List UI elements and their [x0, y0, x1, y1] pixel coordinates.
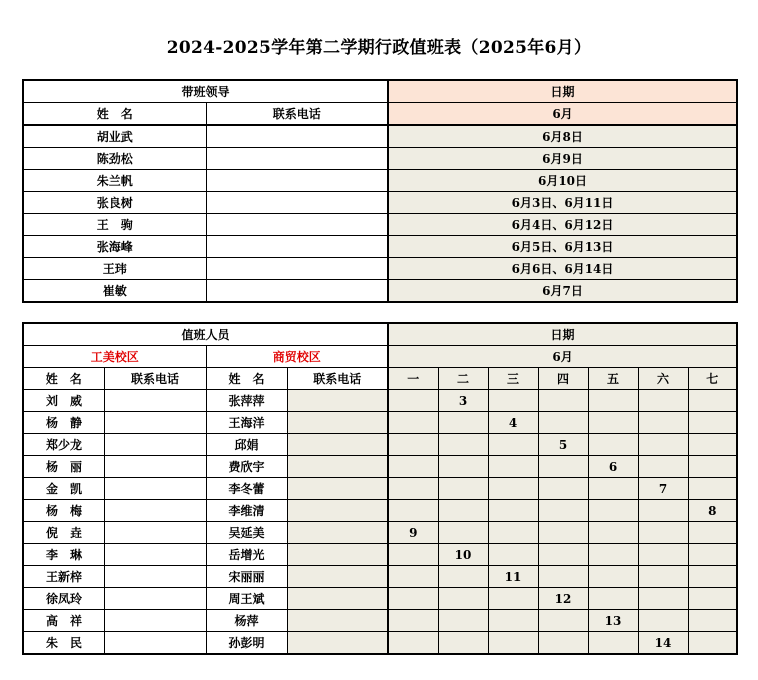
- day-cell: [488, 522, 538, 544]
- day-cell: [538, 456, 588, 478]
- staff-name-gongmei: 郑少龙: [23, 434, 104, 456]
- leader-date: 6月4日、6月12日: [388, 214, 737, 236]
- staff-name-shangmao: 李维清: [206, 500, 287, 522]
- leader-date: 6月7日: [388, 280, 737, 303]
- weekday-header: 四: [538, 368, 588, 390]
- day-cell: [538, 566, 588, 588]
- table-row: [23, 610, 737, 632]
- staff-table: [22, 322, 738, 655]
- staff-name-shangmao: 邱娟: [206, 434, 287, 456]
- staff-phone-shangmao: [287, 412, 388, 434]
- day-cell: [588, 522, 638, 544]
- day-cell: [488, 500, 538, 522]
- table-row: [23, 258, 737, 280]
- staff-name-shangmao: 岳增光: [206, 544, 287, 566]
- table-row: [23, 125, 737, 148]
- day-cell: [388, 456, 438, 478]
- day-cell: [438, 632, 488, 655]
- table-row: [23, 170, 737, 192]
- staff-name-shangmao: 张萍萍: [206, 390, 287, 412]
- weekday-header: 二: [438, 368, 488, 390]
- weekday-header: 一: [388, 368, 438, 390]
- staff-name-gongmei: 朱 民: [23, 632, 104, 655]
- day-cell: 10: [438, 544, 488, 566]
- day-cell: [488, 478, 538, 500]
- staff-phone-shangmao: [287, 456, 388, 478]
- day-cell: [638, 434, 688, 456]
- table-row: [23, 390, 737, 412]
- leader-phone: [206, 258, 388, 280]
- day-cell: 14: [638, 632, 688, 655]
- table-row: [23, 522, 737, 544]
- leaders-col-name: 姓 名: [23, 103, 206, 126]
- staff-name-gongmei: 徐凤玲: [23, 588, 104, 610]
- weekday-header: 七: [688, 368, 737, 390]
- leader-date: 6月10日: [388, 170, 737, 192]
- day-cell: 7: [638, 478, 688, 500]
- day-cell: [588, 500, 638, 522]
- staff-name-shangmao: 周王斌: [206, 588, 287, 610]
- leader-name: 张海峰: [23, 236, 206, 258]
- leader-name: 王 驹: [23, 214, 206, 236]
- day-cell: 12: [538, 588, 588, 610]
- staff-month: 6月: [388, 346, 737, 368]
- day-cell: [438, 478, 488, 500]
- day-cell: [538, 478, 588, 500]
- table-row: [23, 500, 737, 522]
- leader-phone: [206, 170, 388, 192]
- table-row: [23, 456, 737, 478]
- staff-phone-gongmei: [104, 544, 206, 566]
- staff-name-shangmao: 杨萍: [206, 610, 287, 632]
- staff-phone-gongmei: [104, 522, 206, 544]
- day-cell: [588, 566, 638, 588]
- day-cell: [538, 610, 588, 632]
- leader-name: 王玮: [23, 258, 206, 280]
- day-cell: [638, 566, 688, 588]
- day-cell: [638, 412, 688, 434]
- day-cell: [538, 390, 588, 412]
- table-row: [23, 280, 737, 303]
- day-cell: [688, 412, 737, 434]
- leader-phone: [206, 148, 388, 170]
- table-row: [23, 148, 737, 170]
- table-row: [23, 566, 737, 588]
- leader-name: 朱兰帆: [23, 170, 206, 192]
- table-row: [23, 544, 737, 566]
- table-row: [23, 632, 737, 655]
- day-cell: [688, 588, 737, 610]
- day-cell: [588, 544, 638, 566]
- day-cell: [638, 544, 688, 566]
- staff-name-gongmei: 刘 威: [23, 390, 104, 412]
- staff-phone-gongmei: [104, 500, 206, 522]
- day-cell: [438, 434, 488, 456]
- day-cell: [588, 632, 638, 655]
- day-cell: [638, 588, 688, 610]
- leader-date: 6月6日、6月14日: [388, 258, 737, 280]
- leaders-date-header: 日期: [388, 80, 737, 103]
- day-cell: 9: [388, 522, 438, 544]
- day-cell: [538, 522, 588, 544]
- staff-header: 值班人员: [23, 323, 388, 346]
- staff-phone-gongmei: [104, 478, 206, 500]
- staff-name-gongmei: 李 琳: [23, 544, 104, 566]
- page-title: 2024-2025学年第二学期行政值班表（2025年6月）: [166, 38, 592, 58]
- day-cell: [388, 610, 438, 632]
- table-row: [23, 434, 737, 456]
- staff-name-gongmei: 高 祥: [23, 610, 104, 632]
- staff-phone-gongmei: [104, 610, 206, 632]
- weekday-header: 三: [488, 368, 538, 390]
- staff-phone-shangmao: [287, 588, 388, 610]
- leaders-month: 6月: [388, 103, 737, 126]
- staff-phone-shangmao: [287, 522, 388, 544]
- table-row: [23, 588, 737, 610]
- staff-date-header: 日期: [388, 323, 737, 346]
- staff-phone-gongmei: [104, 434, 206, 456]
- day-cell: [438, 412, 488, 434]
- day-cell: [488, 434, 538, 456]
- leaders-header: 带班领导: [23, 80, 388, 103]
- day-cell: [538, 632, 588, 655]
- staff-name-gongmei: 倪 垚: [23, 522, 104, 544]
- staff-name-shangmao: 费欣宇: [206, 456, 287, 478]
- table-row: [23, 478, 737, 500]
- leader-name: 张良树: [23, 192, 206, 214]
- day-cell: [688, 434, 737, 456]
- campus-shangmao: 商贸校区: [206, 346, 388, 368]
- day-cell: [388, 500, 438, 522]
- day-cell: 6: [588, 456, 638, 478]
- day-cell: [688, 522, 737, 544]
- day-cell: [638, 456, 688, 478]
- staff-name-shangmao: 宋丽丽: [206, 566, 287, 588]
- day-cell: [538, 412, 588, 434]
- day-cell: 4: [488, 412, 538, 434]
- leader-name: 陈劲松: [23, 148, 206, 170]
- day-cell: 13: [588, 610, 638, 632]
- day-cell: [688, 632, 737, 655]
- leader-date: 6月8日: [388, 125, 737, 148]
- day-cell: [688, 478, 737, 500]
- day-cell: [688, 610, 737, 632]
- day-cell: [638, 610, 688, 632]
- leader-date: 6月3日、6月11日: [388, 192, 737, 214]
- day-cell: [488, 610, 538, 632]
- day-cell: [688, 390, 737, 412]
- day-cell: [638, 390, 688, 412]
- staff-phone-shangmao: [287, 632, 388, 655]
- day-cell: [638, 522, 688, 544]
- staff-name-shangmao: 王海洋: [206, 412, 287, 434]
- leader-phone: [206, 125, 388, 148]
- day-cell: [588, 478, 638, 500]
- staff-col-name-2: 姓 名: [206, 368, 287, 390]
- staff-name-gongmei: 杨 静: [23, 412, 104, 434]
- table-row: [23, 214, 737, 236]
- staff-phone-gongmei: [104, 632, 206, 655]
- day-cell: [388, 632, 438, 655]
- table-row: [23, 412, 737, 434]
- day-cell: [538, 500, 588, 522]
- staff-name-shangmao: 吴延美: [206, 522, 287, 544]
- staff-name-gongmei: 杨 丽: [23, 456, 104, 478]
- day-cell: [538, 544, 588, 566]
- day-cell: [388, 544, 438, 566]
- day-cell: [438, 610, 488, 632]
- day-cell: [438, 566, 488, 588]
- leader-name: 胡业武: [23, 125, 206, 148]
- staff-phone-shangmao: [287, 390, 388, 412]
- day-cell: [388, 588, 438, 610]
- leaders-table: [22, 79, 738, 303]
- day-cell: [388, 412, 438, 434]
- staff-phone-shangmao: [287, 500, 388, 522]
- day-cell: [438, 456, 488, 478]
- staff-phone-shangmao: [287, 478, 388, 500]
- day-cell: [438, 522, 488, 544]
- staff-phone-shangmao: [287, 566, 388, 588]
- staff-name-gongmei: 王新梓: [23, 566, 104, 588]
- staff-phone-gongmei: [104, 412, 206, 434]
- day-cell: [488, 390, 538, 412]
- staff-phone-shangmao: [287, 610, 388, 632]
- leader-name: 崔敏: [23, 280, 206, 303]
- day-cell: [488, 456, 538, 478]
- staff-name-shangmao: 李冬蕾: [206, 478, 287, 500]
- day-cell: [588, 390, 638, 412]
- day-cell: [438, 500, 488, 522]
- day-cell: [488, 632, 538, 655]
- day-cell: [588, 588, 638, 610]
- table-row: [23, 192, 737, 214]
- staff-name-shangmao: 孙彭明: [206, 632, 287, 655]
- staff-phone-gongmei: [104, 588, 206, 610]
- day-cell: [688, 456, 737, 478]
- leader-phone: [206, 236, 388, 258]
- day-cell: 11: [488, 566, 538, 588]
- day-cell: 8: [688, 500, 737, 522]
- day-cell: [688, 544, 737, 566]
- staff-name-gongmei: 杨 梅: [23, 500, 104, 522]
- staff-col-phone-2: 联系电话: [287, 368, 388, 390]
- day-cell: 5: [538, 434, 588, 456]
- staff-phone-gongmei: [104, 566, 206, 588]
- day-cell: [438, 588, 488, 610]
- staff-phone-shangmao: [287, 434, 388, 456]
- staff-col-phone-1: 联系电话: [104, 368, 206, 390]
- day-cell: [688, 566, 737, 588]
- weekday-header: 五: [588, 368, 638, 390]
- day-cell: [388, 434, 438, 456]
- leaders-col-phone: 联系电话: [206, 103, 388, 126]
- leader-phone: [206, 280, 388, 303]
- leader-date: 6月5日、6月13日: [388, 236, 737, 258]
- day-cell: [388, 390, 438, 412]
- staff-name-gongmei: 金 凯: [23, 478, 104, 500]
- day-cell: [388, 478, 438, 500]
- day-cell: [588, 434, 638, 456]
- day-cell: [488, 588, 538, 610]
- day-cell: 3: [438, 390, 488, 412]
- leader-phone: [206, 214, 388, 236]
- campus-gongmei: 工美校区: [23, 346, 206, 368]
- weekday-header: 六: [638, 368, 688, 390]
- day-cell: [638, 500, 688, 522]
- day-cell: [388, 566, 438, 588]
- staff-phone-shangmao: [287, 544, 388, 566]
- leader-phone: [206, 192, 388, 214]
- day-cell: [588, 412, 638, 434]
- staff-phone-gongmei: [104, 456, 206, 478]
- leader-date: 6月9日: [388, 148, 737, 170]
- staff-phone-gongmei: [104, 390, 206, 412]
- day-cell: [488, 544, 538, 566]
- table-row: [23, 236, 737, 258]
- staff-col-name-1: 姓 名: [23, 368, 104, 390]
